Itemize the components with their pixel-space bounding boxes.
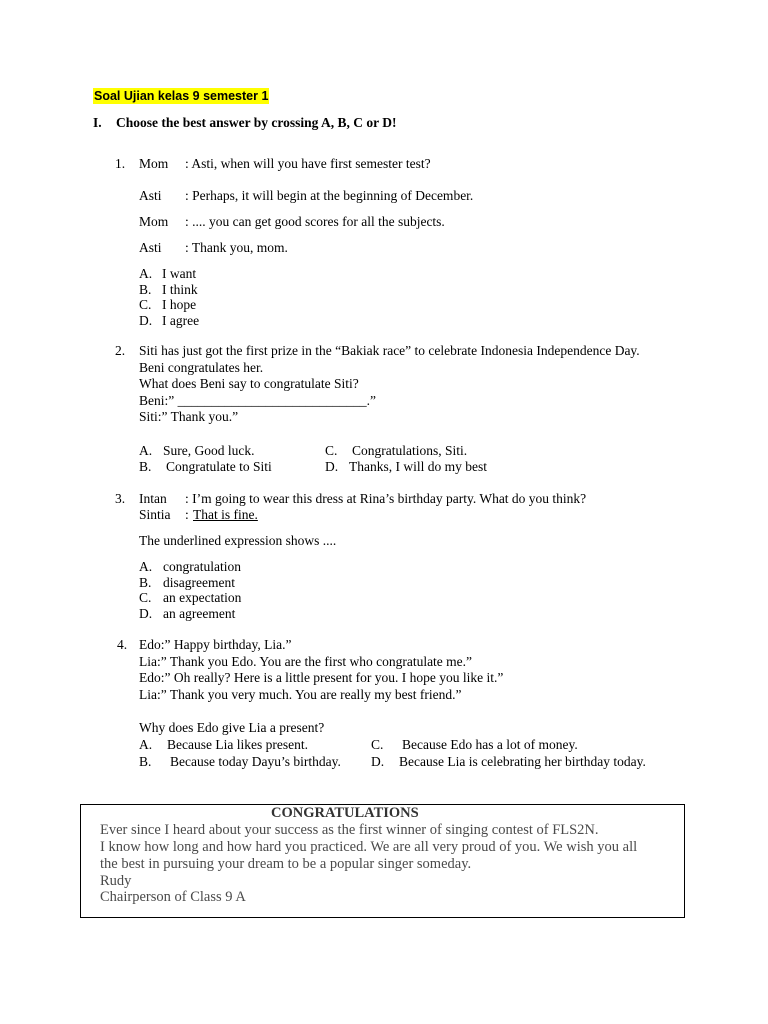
question-number: 1. (115, 156, 126, 171)
dialog-line: : .... you can get good scores for all the subjects. (185, 214, 445, 229)
option-text[interactable]: congratulation (163, 559, 241, 574)
option-text[interactable]: an expectation (163, 590, 242, 605)
dialog-speaker: Asti (139, 188, 162, 203)
option-text[interactable]: Because Lia is celebrating her birthday today. (399, 754, 646, 769)
option-letter: B. (139, 282, 152, 297)
question-line: What does Beni say to congratulate Siti? (139, 376, 359, 391)
question-prompt: Why does Edo give Lia a present? (139, 720, 325, 735)
page-title: Soal Ujian kelas 9 semester 1 (94, 89, 269, 103)
dialog-line: : Asti, when will you have first semester test? (185, 156, 431, 171)
option-text[interactable]: I agree (162, 313, 200, 328)
option-letter: A. (139, 443, 153, 458)
dialog-speaker: Intan (139, 491, 167, 506)
option-letter: B. (139, 754, 152, 769)
dialog-line: Lia:” Thank you very much. You are really my best friend.” (139, 687, 462, 702)
congratulations-card (80, 804, 685, 918)
option-letter: C. (371, 737, 384, 752)
option-text[interactable]: I hope (162, 297, 197, 312)
card-line: the best in pursuing your dream to be a popular singer someday. (100, 856, 472, 872)
option-text[interactable]: Because today Dayu’s birthday. (170, 754, 341, 769)
underlined-expression: That is fine. (193, 507, 258, 522)
option-letter: B. (139, 459, 152, 474)
option-text[interactable]: Sure, Good luck. (163, 443, 255, 458)
option-letter: D. (139, 313, 153, 328)
question-prompt: The underlined expression shows .... (139, 533, 337, 548)
option-text[interactable]: I think (162, 282, 198, 297)
question-number: 3. (115, 491, 126, 506)
dialog-line: : I’m going to wear this dress at Rina’s birthday party. What do you think? (185, 491, 587, 506)
option-text[interactable]: an agreement (163, 606, 236, 621)
question-number: 2. (115, 343, 126, 358)
question-line: Siti has just got the first prize in the “Bakiak race” to celebrate Indonesia Independence Day. (139, 343, 640, 358)
option-letter: D. (371, 754, 385, 769)
card-signer-title: Chairperson of Class 9 A (100, 889, 246, 905)
option-letter: B. (139, 575, 152, 590)
dialog-colon: : (185, 507, 189, 522)
card-line: I know how long and how hard you practiced. We are all very proud of you. We wish you all (100, 839, 638, 855)
option-text[interactable]: Thanks, I will do my best (349, 459, 487, 474)
option-text[interactable]: Because Edo has a lot of money. (402, 737, 578, 752)
option-letter: D. (139, 606, 153, 621)
question-line: Siti:” Thank you.” (139, 409, 239, 424)
option-letter: C. (325, 443, 338, 458)
question-line: Beni congratulates her. (139, 360, 264, 375)
option-text[interactable]: I want (162, 266, 197, 281)
option-letter: A. (139, 266, 153, 281)
option-text[interactable]: Congratulate to Siti (166, 459, 272, 474)
question-number: 4. (117, 637, 128, 652)
section-number: I. (93, 115, 102, 130)
question-line: Beni:” ____________________________.” (139, 393, 376, 408)
dialog-speaker: Mom (139, 156, 169, 171)
dialog-speaker: Mom (139, 214, 169, 229)
dialog-line: Edo:” Happy birthday, Lia.” (139, 637, 292, 652)
option-text[interactable]: disagreement (163, 575, 235, 590)
section-instruction: Choose the best answer by crossing A, B, C or D! (116, 115, 397, 130)
dialog-line: Edo:” Oh really? Here is a little present for you. I hope you like it.” (139, 670, 504, 685)
option-letter: C. (139, 297, 152, 312)
card-line: Ever since I heard about your success as the first winner of singing contest of FLS2N. (100, 822, 599, 838)
dialog-line: Lia:” Thank you Edo. You are the first who congratulate me.” (139, 654, 473, 669)
option-text[interactable]: Congratulations, Siti. (352, 443, 468, 458)
option-letter: A. (139, 559, 153, 574)
dialog-line: : Thank you, mom. (185, 240, 288, 255)
option-letter: A. (139, 737, 153, 752)
card-heading: CONGRATULATIONS (271, 805, 419, 821)
dialog-speaker: Sintia (139, 507, 171, 522)
option-letter: C. (139, 590, 152, 605)
card-signer: Rudy (100, 873, 132, 889)
dialog-line: : Perhaps, it will begin at the beginning of December. (185, 188, 474, 203)
dialog-speaker: Asti (139, 240, 162, 255)
option-text[interactable]: Because Lia likes present. (167, 737, 308, 752)
option-letter: D. (325, 459, 339, 474)
